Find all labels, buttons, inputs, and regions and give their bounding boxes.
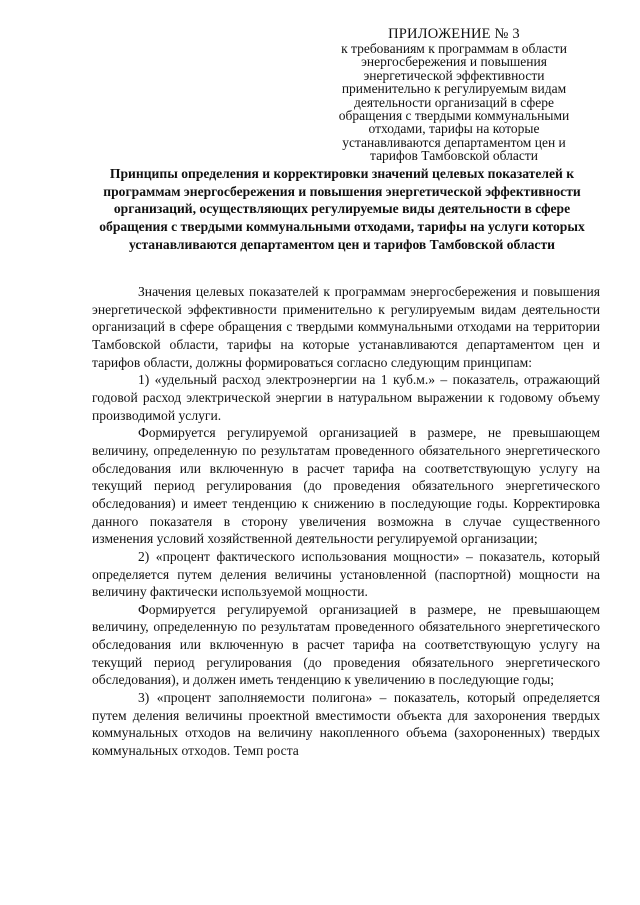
document-heading: Принципы определения и корректировки значений целевых показателей к программам энергосбережения и повышения энергетической эффективности организаций, осуществляющих регулируемые виды деятельности в сфере обращения с твердыми коммунальными отходами, тарифы на услуги которых устанавливаются департаментом цен и тарифов Тамбовской области [99,166,585,252]
item-1-details-paragraph: Формируется регулируемой организацией в размере, не превышающем величину, определенную по результатам проведенного обязательного энергетического обследования или включенную в расчет тарифа на соответствующую услугу на текущий период регулирования (до проведения обязательного энергетического обследования) и имеет тенденцию к снижению в последующие годы. Корректировка данного показателя в сторону увеличения возможна в случае существенного изменения условий хозяйственной деятельности регулируемой организации; [92,425,600,547]
item-2-paragraph: 2) «процент фактического использования мощности» – показатель, который определяется путем деления величины установленной (паспортной) мощности на величину фактически используемой мощности. [92,548,600,600]
document-body [92,283,600,760]
appendix-title: ПРИЛОЖЕНИЕ № 3 [388,26,520,42]
appendix-line: отходами, тарифы на которые [368,121,540,137]
appendix-line: к требованиям к программам в области [341,41,567,56]
item-2-details-paragraph: Формируется регулируемой организацией в размере, не превышающем величину, определенную по результатам проведенного обязательного энергетического обследования или включенную в расчет тарифа на соответствующую услугу на текущий период регулирования (до проведения обязательного энергетического обследования), и должен иметь тенденцию к увеличению в последующие годы; [92,601,600,688]
intro-paragraph: Значения целевых показателей к программам энергосбережения и повышения энергетической эффективности применительно к регулируемым видам деятельности организаций в сфере обращения с твердыми коммунальными отходами на территории Тамбовской области, тарифы на которые устанавливаются департаментом цен и тарифов области, должны формироваться согласно следующим принципам: [92,284,600,370]
appendix-line: энергосбережения и повышения [361,54,547,70]
appendix-line: применительно к регулируемым видам [341,81,567,97]
item-3-paragraph: 3) «процент заполняемости полигона» – показатель, который определяется путем деления величины проектной вместимости объекта для захоронения твердых коммунальных отходов на величину накопленного объема (захороненных) твердых коммунальных отходов. Темп роста [92,690,600,759]
item-1-paragraph: 1) «удельный расход электроэнергии на 1 куб.м.» – показатель, отражающий годовой расход электрической энергии в натуральном выражении к годовому объему производимой услуги. [92,372,600,423]
appendix-line: деятельности организаций в сфере [354,94,554,110]
appendix-block [318,27,590,163]
appendix-line: тарифов Тамбовской области [370,148,538,164]
appendix-line: обращения с твердыми коммунальными [338,108,570,124]
appendix-line: устанавливаются департаментом цен и [342,134,566,150]
appendix-line: энергетической эффективности [363,67,545,83]
